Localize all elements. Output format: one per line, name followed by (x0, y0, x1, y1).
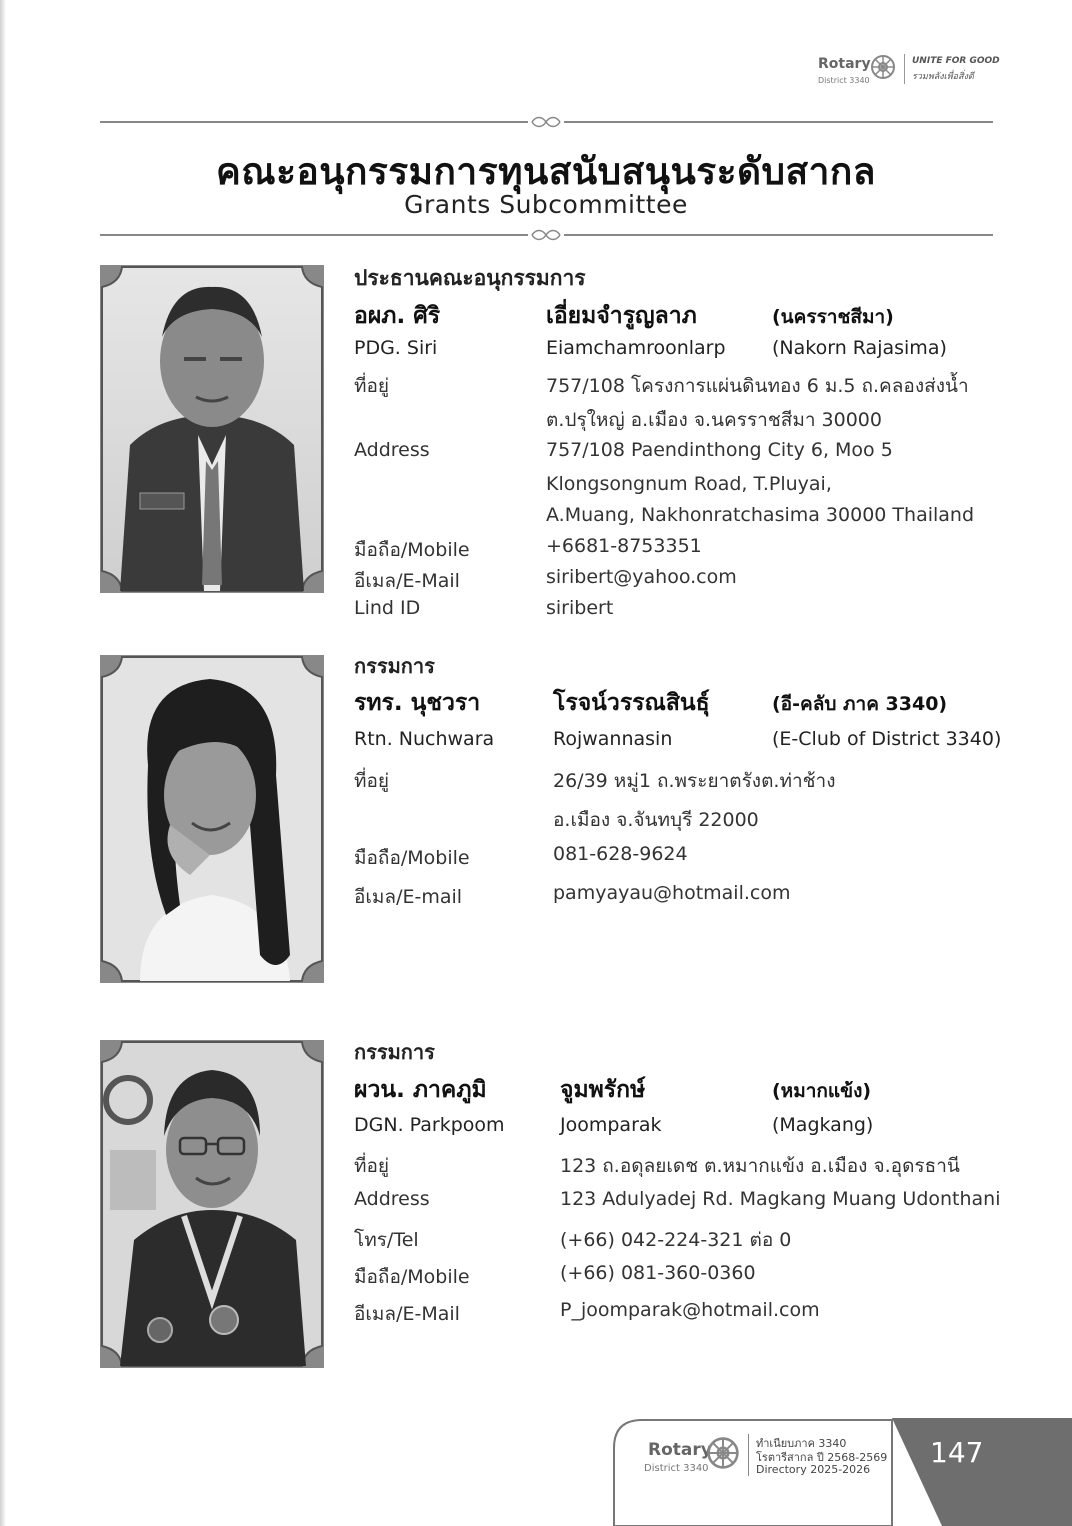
member-name-thai: ผวน. ภาคภูมิ (354, 1077, 487, 1103)
member-surname-thai: เอี่ยมจำรูญลาภ (546, 303, 697, 329)
field-label: มือถือ/Mobile (354, 847, 470, 869)
page-edge-shadow (0, 0, 6, 1526)
scroll-ornament-icon (528, 115, 564, 129)
member-photo (100, 655, 324, 983)
member-club-thai: (หมากแข้ง) (772, 1080, 872, 1102)
member-surname-thai: จูมพรักษ์ (560, 1077, 646, 1103)
field-label: โทร/Tel (354, 1229, 419, 1251)
member-club-thai: (อี-คลับ ภาค 3340) (772, 693, 948, 715)
field-value: siribert@yahoo.com (546, 566, 737, 588)
slogan-english: UNITE FOR GOOD (912, 56, 1000, 66)
member-role: ประธานคณะอนุกรรมการ (354, 266, 586, 290)
rotary-wordmark: Rotary (818, 56, 871, 72)
page-number: 147 (930, 1436, 984, 1469)
page-title-english: Grants Subcommittee (404, 190, 688, 219)
member-club-english: (E-Club of District 3340) (772, 728, 1002, 750)
field-value: 123 Adulyadej Rd. Magkang Muang Udonthani (560, 1188, 1001, 1210)
field-value: 757/108 Paendinthong City 6, Moo 5 (546, 439, 893, 461)
field-label: Lind ID (354, 597, 421, 619)
member-role: กรรมการ (354, 1040, 435, 1064)
field-label: ที่อยู่ (354, 1155, 390, 1177)
field-value: ต.ปรุใหญ่ อ.เมือง จ.นครราชสีมา 30000 (546, 409, 882, 431)
field-value: (+66) 081-360-0360 (560, 1262, 756, 1284)
field-value: siribert (546, 597, 614, 619)
member-role: กรรมการ (354, 654, 435, 678)
field-value: 757/108 โครงการแผ่นดินทอง 6 ม.5 ถ.คลองส่งน้ำ (546, 375, 969, 397)
member-surname-english: Joomparak (560, 1114, 662, 1136)
field-value: Klongsongnum Road, T.Pluyai, (546, 473, 832, 495)
member-photo (100, 265, 324, 593)
member-surname-thai: โรจน์วรรณสินธุ์ (553, 690, 710, 716)
field-label: อีเมล/E-Mail (354, 570, 460, 592)
page-title-thai: คณะอนุกรรมการทุนสนับสนุนระดับสากล (216, 150, 876, 193)
header-logo-divider (904, 54, 905, 84)
field-label: ที่อยู่ (354, 770, 390, 792)
field-value: +6681-8753351 (546, 535, 702, 557)
field-value: 26/39 หมู่1 ถ.พระยาตรังต.ท่าช้าง (553, 770, 836, 792)
field-label: มือถือ/Mobile (354, 539, 470, 561)
slogan-thai: รวมพลังเพื่อสิ่งดี (912, 72, 974, 82)
footer-directory-line: โรตารีสากล ปี 2568-2569 (756, 1451, 888, 1464)
member-photo (100, 1040, 324, 1368)
field-label: อีเมล/E-mail (354, 886, 463, 908)
footer-directory-line: Directory 2025-2026 (756, 1463, 871, 1476)
footer-divider (748, 1434, 749, 1476)
footer-directory-line: ทำเนียบภาค 3340 (756, 1437, 847, 1450)
footer-district-label: District 3340 (644, 1463, 709, 1474)
rotary-district-label: District 3340 (818, 76, 870, 85)
header-logo (818, 52, 1008, 92)
field-value: pamyayau@hotmail.com (553, 882, 791, 904)
member-name-thai: อผภ. ศิริ (354, 303, 441, 329)
scroll-ornament-icon (528, 228, 564, 242)
member-name-english: DGN. Parkpoom (354, 1114, 505, 1136)
field-value: (+66) 042-224-321 ต่อ 0 (560, 1229, 792, 1251)
field-label: Address (354, 439, 430, 461)
member-club-english: (Nakorn Rajasima) (772, 337, 947, 359)
field-label: ที่อยู่ (354, 375, 390, 397)
rotary-wheel-icon (706, 1436, 740, 1470)
member-surname-english: Eiamchamroonlarp (546, 337, 726, 359)
field-label: Address (354, 1188, 430, 1210)
member-club-thai: (นครราชสีมา) (772, 306, 894, 328)
field-value: A.Muang, Nakhonratchasima 30000 Thailand (546, 504, 975, 526)
member-name-english: Rtn. Nuchwara (354, 728, 495, 750)
field-value: อ.เมือง จ.จันทบุรี 22000 (553, 809, 759, 831)
footer-rotary-wordmark: Rotary (648, 1440, 712, 1460)
member-surname-english: Rojwannasin (553, 728, 673, 750)
member-name-thai: รทร. นุชวรา (354, 690, 481, 716)
field-value: 123 ถ.อดุลยเดช ต.หมากแข้ง อ.เมือง จ.อุดรธานี (560, 1155, 960, 1177)
field-value: P_joomparak@hotmail.com (560, 1299, 820, 1321)
field-label: อีเมล/E-Mail (354, 1303, 460, 1325)
member-club-english: (Magkang) (772, 1114, 874, 1136)
field-label: มือถือ/Mobile (354, 1266, 470, 1288)
rotary-wheel-icon (870, 54, 896, 80)
field-value: 081-628-9624 (553, 843, 688, 865)
member-name-english: PDG. Siri (354, 337, 438, 359)
